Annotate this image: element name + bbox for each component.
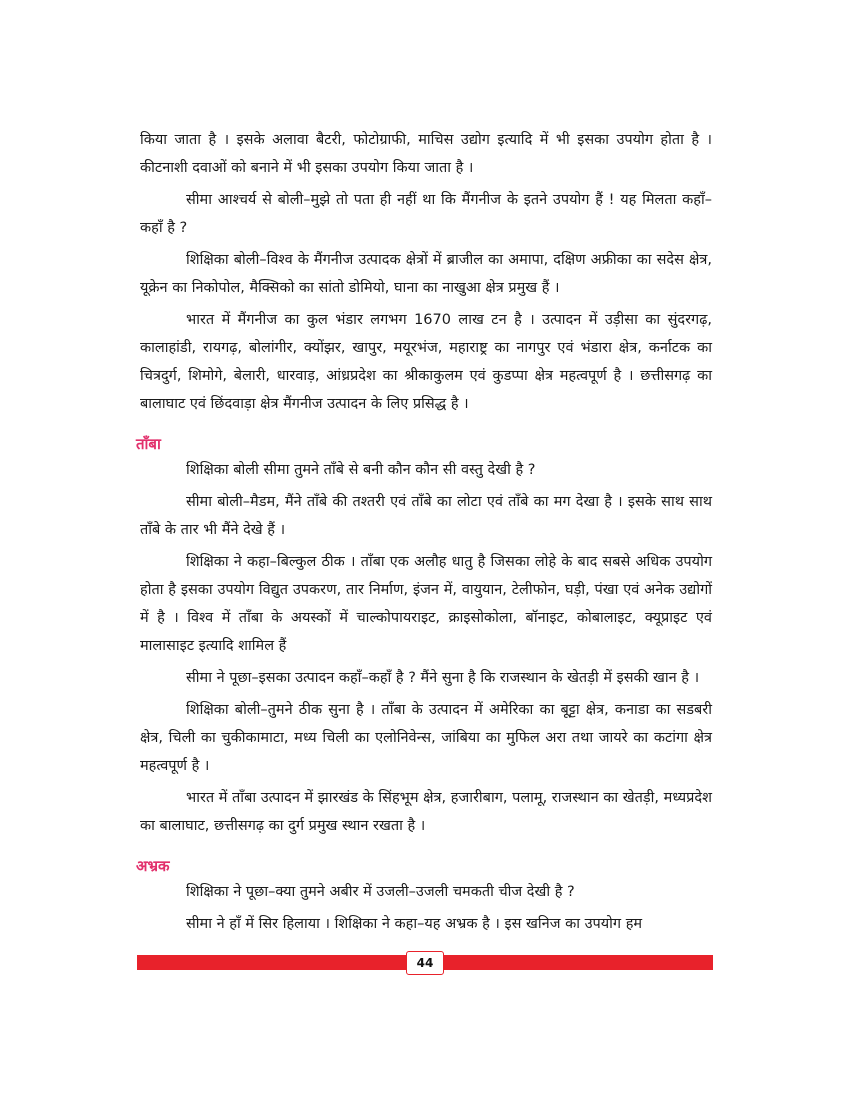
body-text <box>136 126 712 942</box>
paragraph: सीमा आश्चर्य से बोली–मुझे तो पता ही नहीं था कि मैंगनीज के इतने उपयोग हैं ! यह मिलता कहाँ–कहाँ है ? <box>140 192 712 236</box>
page-number: 44 <box>406 951 444 975</box>
paragraph: शिक्षिका बोली–विश्व के मैंगनीज उत्पादक क्षेत्रों में ब्राजील का अमापा, दक्षिण अफ्रीका का सदेस क्षेत्र, यूक्रेन का निकोपोल, मैक्सिको का सांतो डोमियो, घाना का नाखुआ क्षेत्र प्रमुख हैं । <box>140 252 712 296</box>
section-heading-mica: अभ्रक <box>136 857 170 875</box>
paragraph: किया जाता है । इसके अलावा बैटरी, फोटोग्राफी, माचिस उद्योग इत्यादि में भी इसका उपयोग होता है । कीटनाशी दवाओं को बनाने में भी इसका उपयोग किया जाता है । <box>140 132 712 176</box>
paragraph: भारत में ताँबा उत्पादन में झारखंड के सिंहभूम क्षेत्र, हजारीबाग, पलामू, राजस्थान का खेतड़ी, मध्यप्रदेश का बालाघाट, छत्तीसगढ़ का दुर्ग प्रमुख स्थान रखता है । <box>140 790 712 834</box>
paragraph: सीमा ने पूछा–इसका उत्पादन कहाँ–कहाँ है ? मैंने सुना है कि राजस्थान के खेतड़ी में इसकी खान है । <box>186 670 700 686</box>
paragraph: सीमा बोली–मैडम, मैंने ताँबे की तश्तरी एवं ताँबे का लोटा एवं ताँबे का मग देखा है । इसके साथ साथ ताँबे के तार भी मैंने देखे हैं । <box>140 494 712 538</box>
paragraph: शिक्षिका ने कहा–बिल्कुल ठीक । ताँबा एक अलौह धातु है जिसका लोहे के बाद सबसे अधिक उपयोग होता है इसका उपयोग विद्युत उपकरण, तार निर्माण, इंजन में, वायुयान, टेलीफोन, घड़ी, पंखा एवं अनेक उद्योगों में है । विश्व में ताँबा के अयस्कों में चाल्कोपायराइट, क्राइसोकोला, बॉनाइट, कोबालाइट, क्यूप्राइट एवं मालासाइट इत्यादि शामिल हैं <box>140 554 712 654</box>
paragraph: सीमा ने हाँ में सिर हिलाया । शिक्षिका ने कहा–यह अभ्रक है । इस खनिज का उपयोग हम <box>186 916 643 932</box>
section-heading-copper: ताँबा <box>136 435 161 453</box>
paragraph: शिक्षिका बोली सीमा तुमने ताँबे से बनी कौन कौन सी वस्तु देखी है ? <box>186 462 536 478</box>
paragraph: शिक्षिका बोली–तुमने ठीक सुना है । ताँबा के उत्पादन में अमेरिका का बूट्टा क्षेत्र, कनाडा का सडबरी क्षेत्र, चिली का चुकीकामाटा, मध्य चिली का एलोनिवेन्स, जांबिया का मुफिल अरा तथा जायरे का कटांगा क्षेत्र महत्वपूर्ण है । <box>140 702 712 774</box>
paragraph: भारत में मैंगनीज का कुल भंडार लगभग 1670 लाख टन है । उत्पादन में उड़ीसा का सुंदरगढ़, कालाहांडी, रायगढ़, बोलांगीर, क्योंझर, खापुर, मयूरभंज, महाराष्ट्र का नागपुर एवं भंडारा क्षेत्र, कर्नाटक का चित्रदुर्ग, शिमोगे, बेलारी, धारवाड़, आंध्रप्रदेश का श्रीकाकुलम एवं कुडप्पा क्षेत्र महत्वपूर्ण है । छत्तीसगढ़ का बालाघाट एवं छिंदवाड़ा क्षेत्र मैंगनीज उत्पादन के लिए प्रसिद्ध है । <box>140 312 712 412</box>
paragraph: शिक्षिका ने पूछा–क्या तुमने अबीर में उजली–उजली चमकती चीज देखी है ? <box>186 884 575 900</box>
